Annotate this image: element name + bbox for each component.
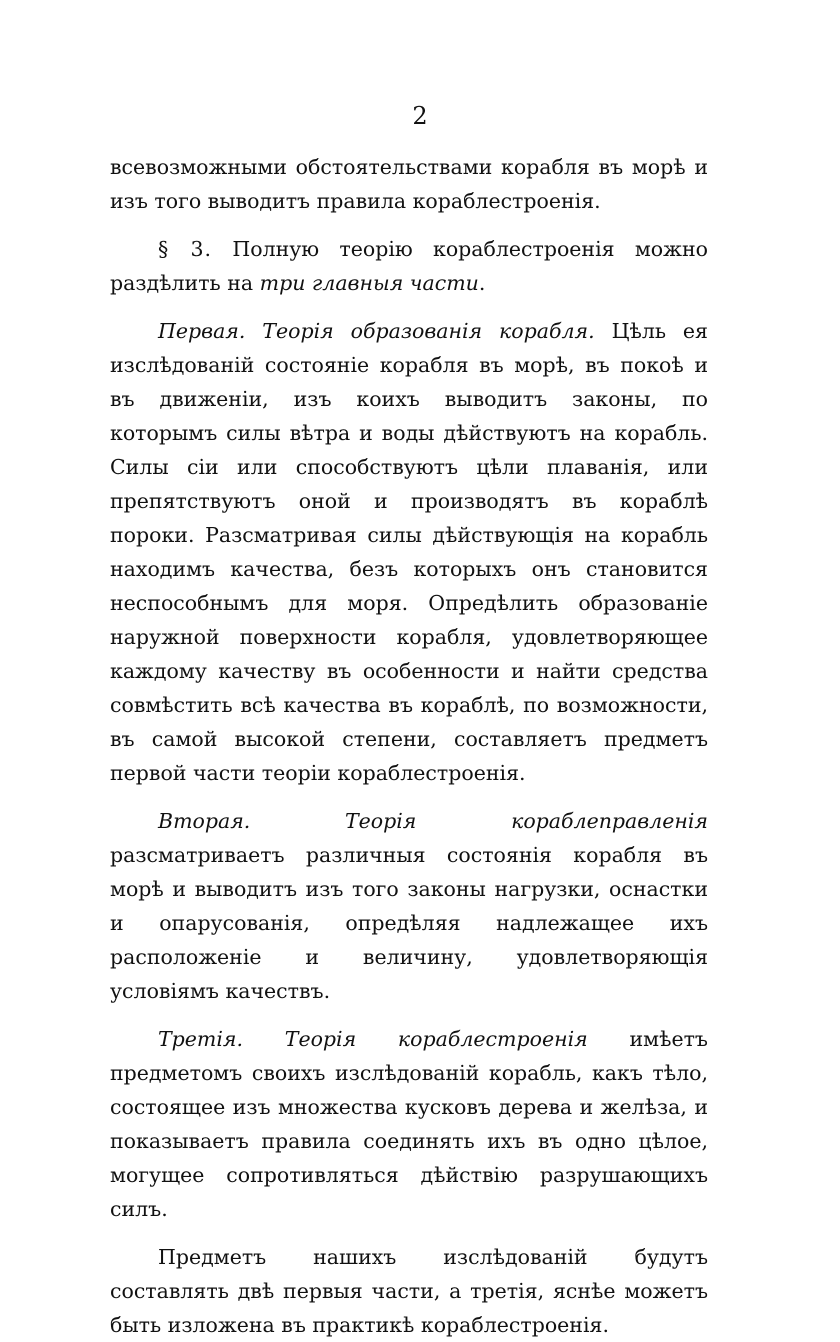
part-2-text: разсматриваетъ различныя состоянія корабля въ морѣ и выводитъ изъ того законы нагрузки, оснастки и опарусованія, опредѣляя надлежащее ихъ расположеніе и величину, удовлетворяющія условіямъ качествъ. (110, 843, 708, 1003)
part-1-paragraph (110, 314, 708, 790)
part-3-paragraph (110, 1022, 708, 1226)
part-3-title: Третія. Теорія кораблестроенія (158, 1027, 588, 1051)
section-3-paragraph (110, 232, 708, 300)
section-3-end: . (478, 271, 486, 295)
part-1-text: Цѣль ея изслѣдованій состояніе корабля въ морѣ, въ покоѣ и въ движеніи, изъ коихъ выводитъ законы, по которымъ силы вѣтра и воды дѣйствуютъ на корабль. Силы сіи или способствуютъ цѣли плаванія, или препятствуютъ оной и производятъ въ кораблѣ пороки. Разсматривая силы дѣйствующія на корабль находимъ качества, безъ которыхъ онъ становится неспособнымъ для моря. Опредѣлить образованіе наружной поверхности корабля, удовлетворяющее каждому качеству въ особенности и найти средства совмѣстить всѣ качества въ кораблѣ, по возможности, въ самой высокой степени, составляетъ предметъ первой части теоріи кораблестроенія. (110, 319, 708, 785)
section-3-emphasis: три главныя части (259, 271, 479, 295)
intro-text: всевозможными обстоятельствами корабля въ морѣ и изъ того выводитъ правила кораблестроенія. (110, 155, 708, 213)
section-mark: § 3. (158, 237, 213, 261)
part-2-paragraph (110, 804, 708, 1008)
conclusion-text: Предметъ нашихъ изслѣдованій будутъ составлять двѣ первыя части, а третія, яснѣе можетъ быть изложена въ практикѣ кораблестроенія. (110, 1245, 708, 1337)
conclusion-paragraph (110, 1240, 708, 1342)
intro-paragraph (110, 150, 708, 218)
part-3-text: имѣетъ предметомъ своихъ изслѣдованій корабль, какъ тѣло, состоящее изъ множества кусковъ дерева и желѣза, и показываетъ правила соединять ихъ въ одно цѣлое, могущее сопротивляться дѣйствію разрушающихъ силъ. (110, 1027, 708, 1221)
page-number: 2 (412, 102, 428, 130)
section-3-text: Полную теорію кораблестроенія можно раздѣлить на (110, 237, 708, 295)
page-body (110, 150, 708, 1342)
part-2-title: Вторая. Теорія кораблеправленія (158, 809, 708, 833)
part-1-title: Первая. Теорія образованія корабля. (158, 319, 595, 343)
